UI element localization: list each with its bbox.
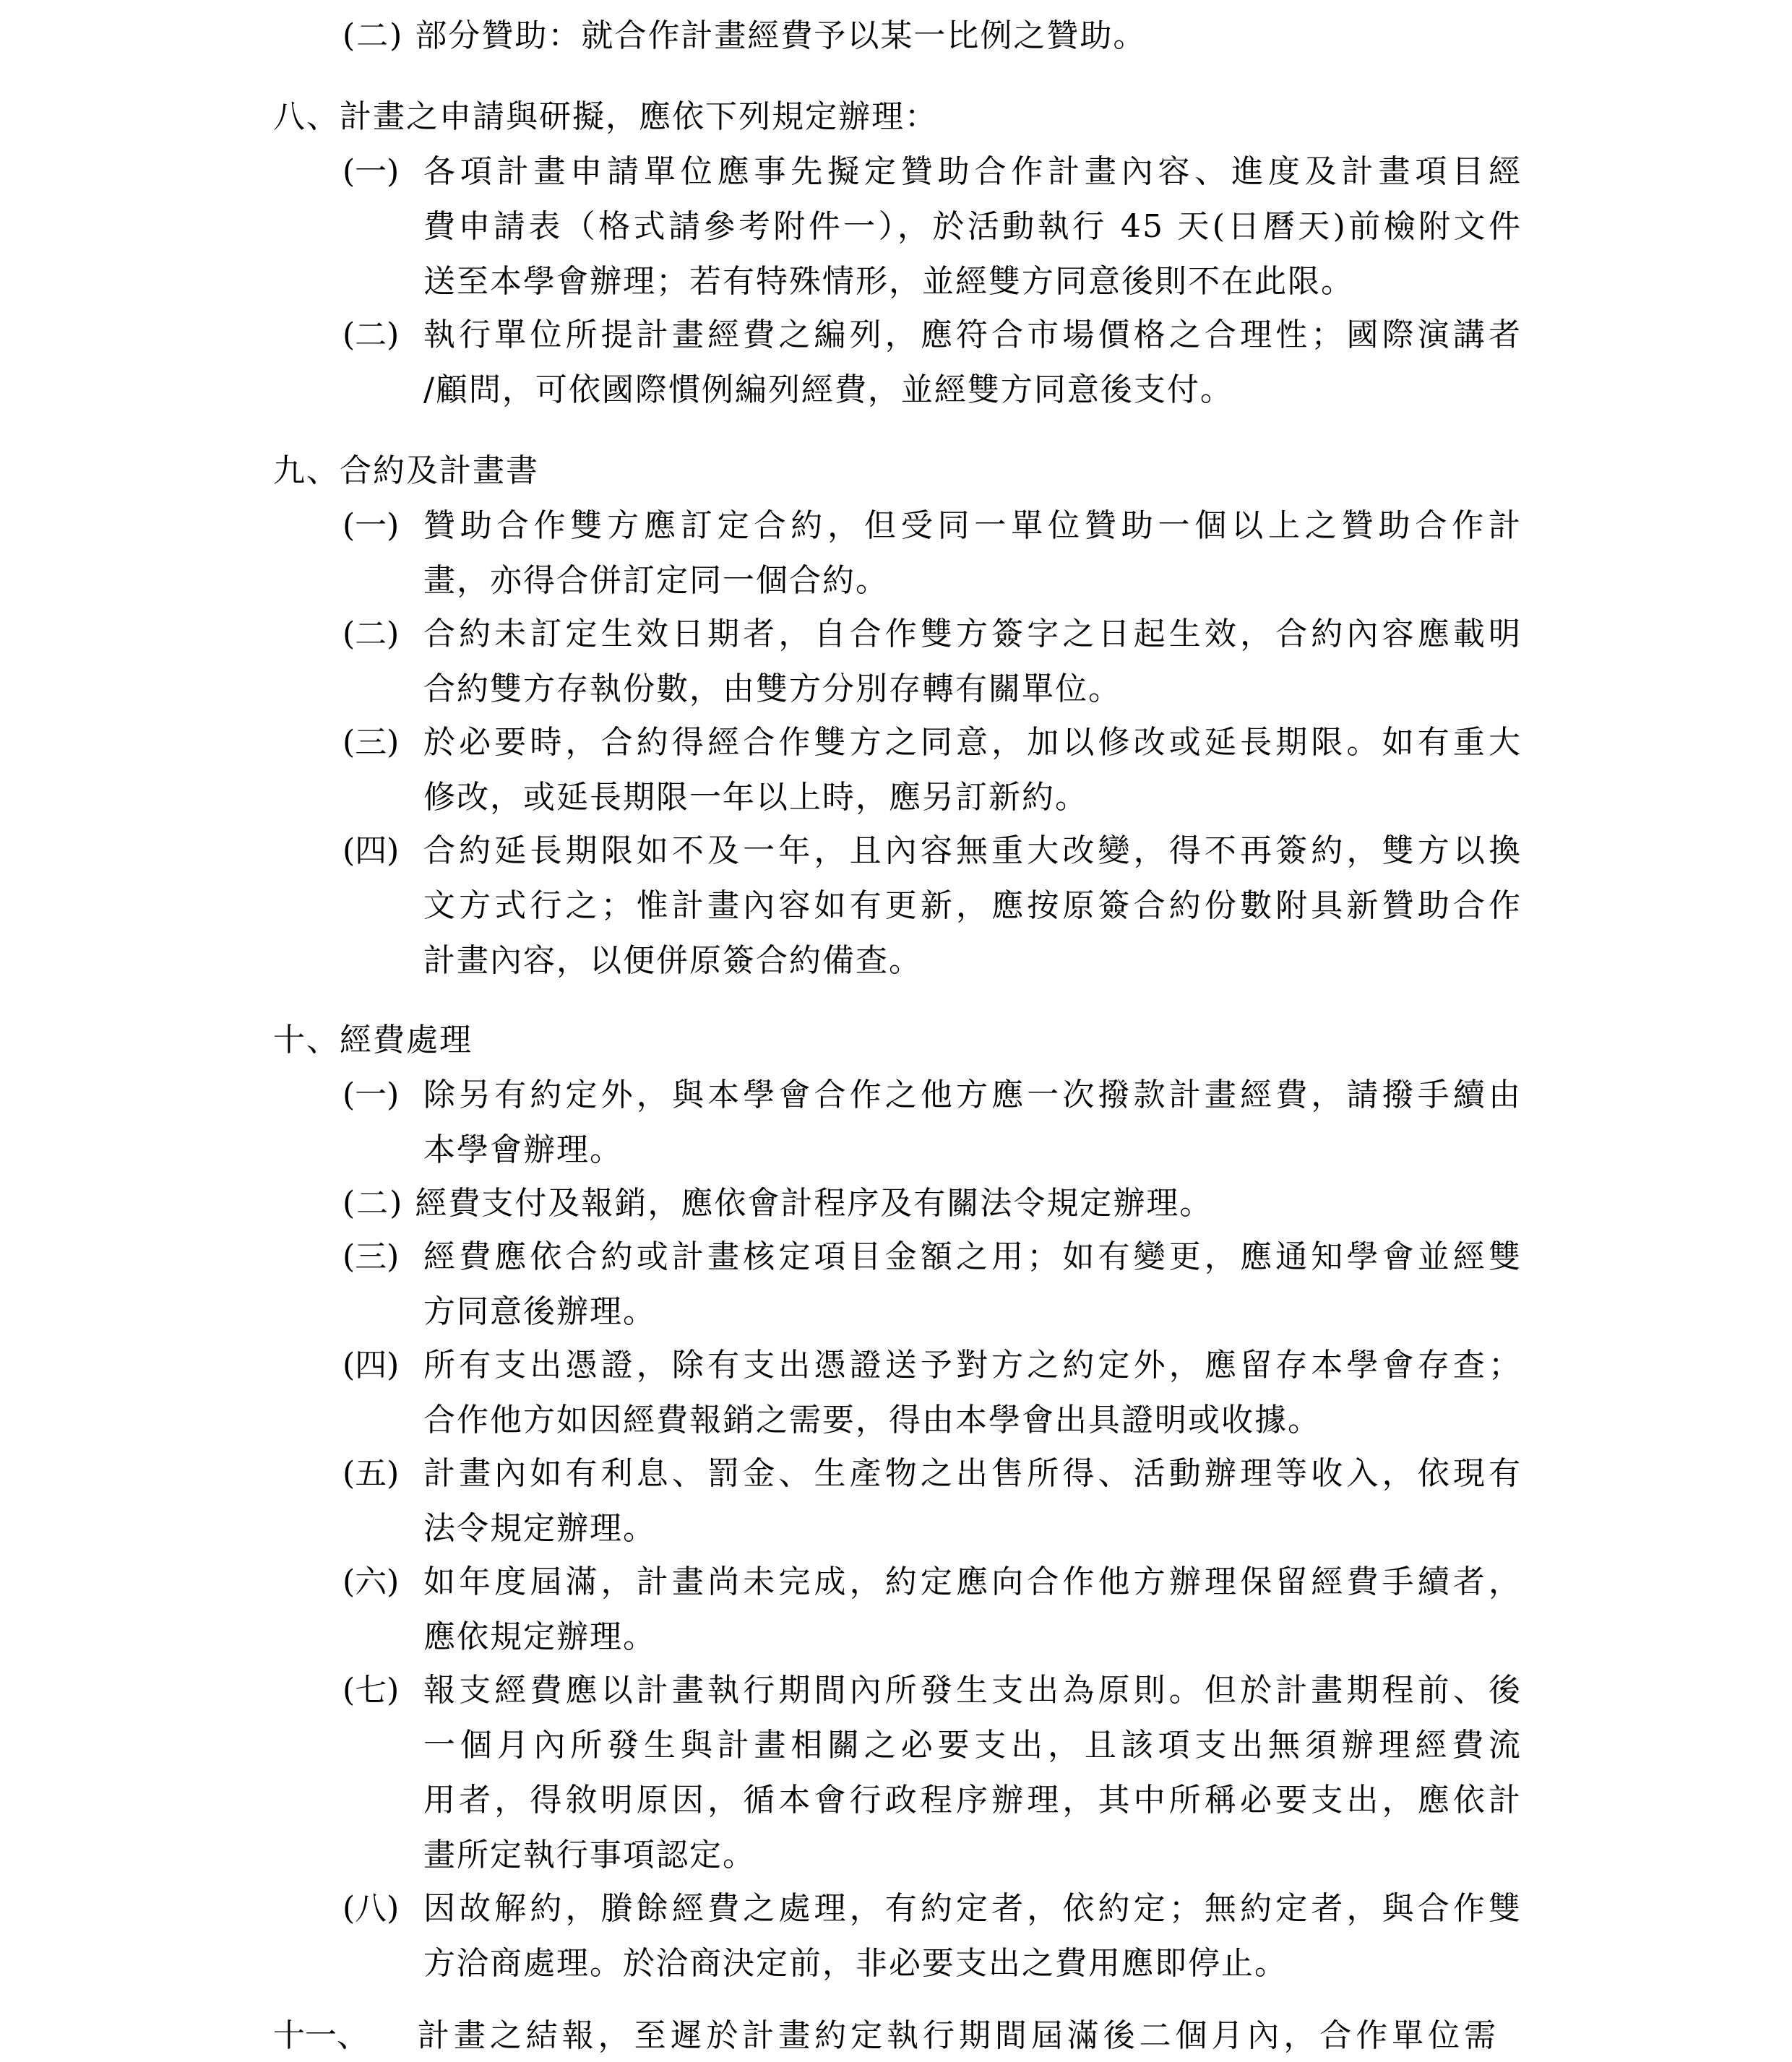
item-marker: (五) (343, 1455, 400, 1492)
paragraph-line: 修改，或延長期限一年以上時，應另訂新約。 (423, 779, 1088, 816)
item-marker: (四) (343, 1347, 400, 1384)
item-marker: (二) (343, 616, 400, 652)
paragraph-line: 如年度屆滿，計畫尚未完成，約定應向合作他方辦理保留經費手續者， (423, 1563, 1522, 1600)
paragraph-line: 方洽商處理。於洽商決定前，非必要支出之費用應即停止。 (423, 1945, 1288, 1982)
item-marker: (八) (343, 1890, 400, 1927)
paragraph-line: 合約雙方存執份數，由雙方分別存轉有關單位。 (423, 670, 1121, 707)
paragraph-line: 合約未訂定生效日期者，自合作雙方簽字之日起生效，合約內容應載明 (423, 616, 1522, 652)
item-marker: (三) (343, 724, 400, 761)
section-9-heading: 九、合約及計畫書 (273, 452, 539, 489)
paragraph-line: 計畫內如有利息、罰金、生產物之出售所得、活動辦理等收入，依現有 (423, 1455, 1522, 1492)
paragraph-line: 經費應依合約或計畫核定項目金額之用；如有變更，應通知學會並經雙 (423, 1238, 1522, 1275)
section-8-heading: 八、計畫之申請與研擬，應依下列規定辦理： (273, 98, 938, 135)
paragraph-line: 方同意後辦理。 (423, 1293, 656, 1330)
item-marker: (六) (343, 1563, 400, 1600)
item-marker: (一) (343, 153, 400, 190)
paragraph-line: 用者，得敘明原因，循本會行政程序辦理，其中所稱必要支出，應依計 (423, 1782, 1522, 1819)
paragraph-line: 應依規定辦理。 (423, 1618, 656, 1655)
paragraph-line: 除另有約定外，與本學會合作之他方應一次撥款計畫經費，請撥手續由 (423, 1077, 1522, 1113)
paragraph-line: 報支經費應以計畫執行期間內所發生支出為原則。但於計畫期程前、後 (423, 1672, 1522, 1709)
item-marker: (一) (343, 507, 400, 544)
paragraph-line: 合約延長期限如不及一年，且內容無重大改變，得不再簽約，雙方以換 (423, 832, 1522, 869)
section-10-heading: 十、經費處理 (273, 1022, 473, 1058)
paragraph-line: 所有支出憑證，除有支出憑證送予對方之約定外，應留存本學會存查； (423, 1347, 1522, 1384)
paragraph-line: 因故解約，賸餘經費之處理，有約定者，依約定；無約定者，與合作雙 (423, 1890, 1522, 1927)
paragraph-line: 合作他方如因經費報銷之需要，得由本學會出具證明或收據。 (423, 1402, 1321, 1438)
paragraph-line: 計畫之結報，至遲於計畫約定執行期間屆滿後二個月內，合作單位需 (418, 2017, 1497, 2054)
item-marker: (一) (343, 1077, 400, 1113)
paragraph-line: 一個月內所發生與計畫相關之必要支出，且該項支出無須辦理經費流 (423, 1727, 1522, 1764)
paragraph-line: 費申請表（格式請參考附件一），於活動執行 45 天(日曆天)前檢附文件 (423, 208, 1522, 245)
paragraph-line: 畫所定執行事項認定。 (423, 1837, 756, 1873)
paragraph-line: 畫，亦得合併訂定同一個合約。 (423, 562, 889, 599)
paragraph-line: 送至本學會辦理；若有特殊情形，並經雙方同意後則不在此限。 (423, 263, 1354, 300)
item-marker: (三) (343, 1238, 400, 1275)
clause-7-item-2: (二) 部分贊助：就合作計畫經費予以某一比例之贊助。 (343, 17, 1147, 54)
paragraph-line: 法令規定辦理。 (423, 1510, 656, 1547)
section-11-heading: 十一、 (273, 2017, 369, 2054)
paragraph-line: 於必要時，合約得經合作雙方之同意，加以修改或延長期限。如有重大 (423, 724, 1522, 761)
paragraph-line: 本學會辦理。 (423, 1131, 623, 1168)
paragraph-line: 贊助合作雙方應訂定合約，但受同一單位贊助一個以上之贊助合作計 (423, 507, 1522, 544)
item-marker: (七) (343, 1672, 400, 1709)
paragraph-line: 各項計畫申請單位應事先擬定贊助合作計畫內容、進度及計畫項目經 (423, 153, 1522, 190)
item-marker: (二) (343, 316, 400, 353)
paragraph-line: 文方式行之；惟計畫內容如有更新，應按原簽合約份數附具新贊助合作 (423, 887, 1522, 924)
paragraph-line: 計畫內容，以便併原簽合約備查。 (423, 942, 922, 979)
item-marker: (四) (343, 832, 400, 869)
paragraph-line: 執行單位所提計畫經費之編列，應符合市場價格之合理性；國際演講者 (423, 316, 1522, 353)
clause-10-item-2: (二) 經費支付及報銷，應依會計程序及有關法令規定辦理。 (343, 1185, 1213, 1222)
paragraph-line: /顧問，可依國際慣例編列經費，並經雙方同意後支付。 (423, 371, 1233, 408)
